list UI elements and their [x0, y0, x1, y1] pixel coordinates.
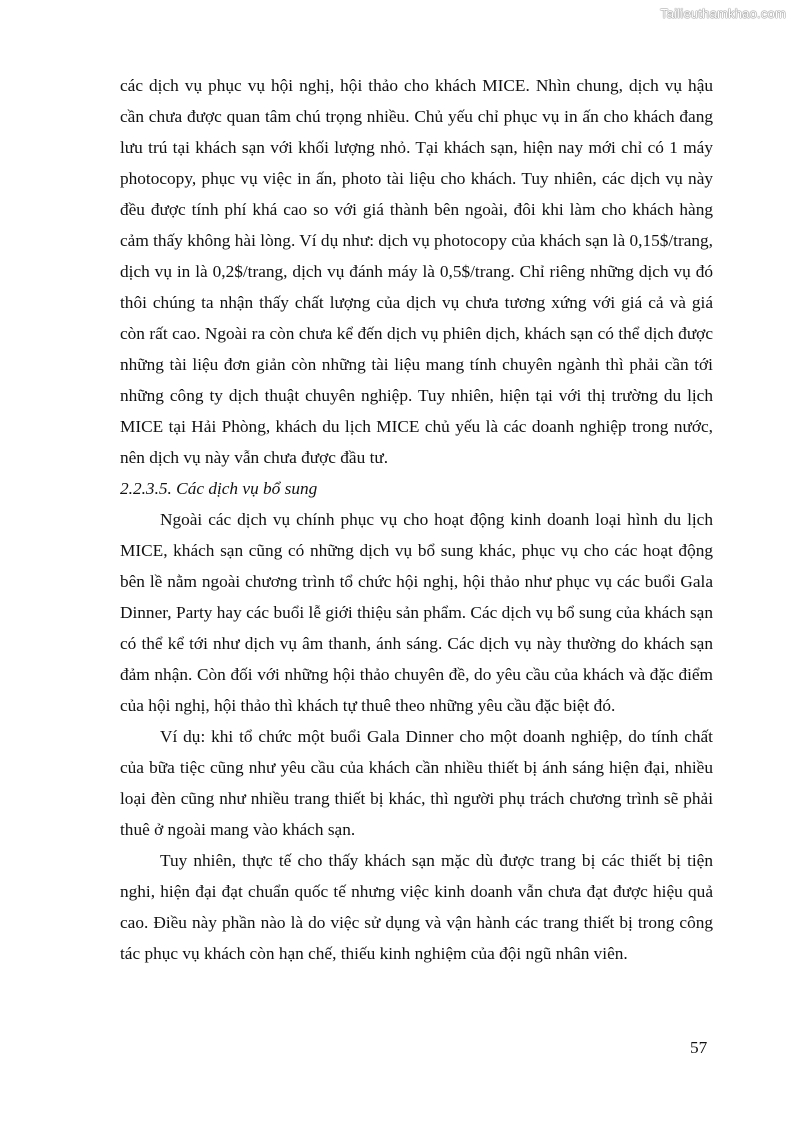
paragraph-supplementary-services: Ngoài các dịch vụ chính phục vụ cho hoạt động kinh doanh loại hình du lịch MICE, khách sạn cũng có những dịch vụ bổ sung khác, phục vụ cho các hoạt động bên lề nằm ngoài chương trình tổ chức hội nghị, hội thảo như phục vụ các buổi Gala Dinner, Party hay các buổi lễ giới thiệu sản phẩm. Các dịch vụ bổ sung của khách sạn có thể kể tới như dịch vụ âm thanh, ánh sáng. Các dịch vụ này thường do khách sạn đảm nhận. Còn đối với những hội thảo chuyên đề, do yêu cầu của khách và đặc điểm của hội nghị, hội thảo thì khách tự thuê theo những yêu cầu đặc biệt đó. [120, 510, 713, 715]
section-heading: 2.2.3.5. Các dịch vụ bổ sung [120, 479, 318, 498]
watermark-text: Tailieuthamkhao.com [660, 6, 786, 21]
paragraph-continuation: các dịch vụ phục vụ hội nghị, hội thảo cho khách MICE. Nhìn chung, dịch vụ hậu cần chưa được quan tâm chú trọng nhiều. Chủ yếu chỉ phục vụ in ấn cho khách đang lưu trú tại khách sạn với khối lượng nhỏ. Tại khách sạn, hiện nay mới chỉ có 1 máy photocopy, phục vụ việc in ấn, photo tài liệu cho khách. Tuy nhiên, các dịch vụ này đều được tính phí khá cao so với giá thành bên ngoài, đôi khi làm cho khách hàng cảm thấy không hài lòng. Ví dụ như: dịch vụ photocopy của khách sạn là 0,15$/trang, dịch vụ in là 0,2$/trang, dịch vụ đánh máy là 0,5$/trang. Chỉ riêng những dịch vụ đó thôi chúng ta nhận thấy chất lượng của dịch vụ chưa tương xứng với giá cả và giá còn rất cao. Ngoài ra còn chưa kể đến dịch vụ phiên dịch, khách sạn có thể dịch được những tài liệu đơn giản còn những tài liệu mang tính chuyên ngành thì phải cần tới những công ty dịch thuật chuyên nghiệp. Tuy nhiên, hiện tại với thị trường du lịch MICE tại Hải Phòng, khách du lịch MICE chủ yếu là các doanh nghiệp trong nước, nên dịch vụ này vẫn chưa được đầu tư. [120, 76, 713, 467]
page-content [120, 70, 713, 969]
paragraph-conclusion: Tuy nhiên, thực tế cho thấy khách sạn mặc dù được trang bị các thiết bị tiện nghi, hiện đại đạt chuẩn quốc tế nhưng việc kinh doanh vẫn chưa đạt được hiệu quả cao. Điều này phần nào là do việc sử dụng và vận hành các trang thiết bị trong công tác phục vụ khách còn hạn chế, thiếu kinh nghiệm của đội ngũ nhân viên. [120, 851, 713, 963]
paragraph-example: Ví dụ: khi tổ chức một buổi Gala Dinner cho một doanh nghiệp, do tính chất của bữa tiệc cũng như yêu cầu của khách cần nhiều thiết bị ánh sáng hiện đại, nhiều loại đèn cũng như nhiều trang thiết bị khác, thì người phụ trách chương trình sẽ phải thuê ở ngoài mang vào khách sạn. [120, 727, 713, 839]
page-number: 57 [690, 1038, 708, 1057]
